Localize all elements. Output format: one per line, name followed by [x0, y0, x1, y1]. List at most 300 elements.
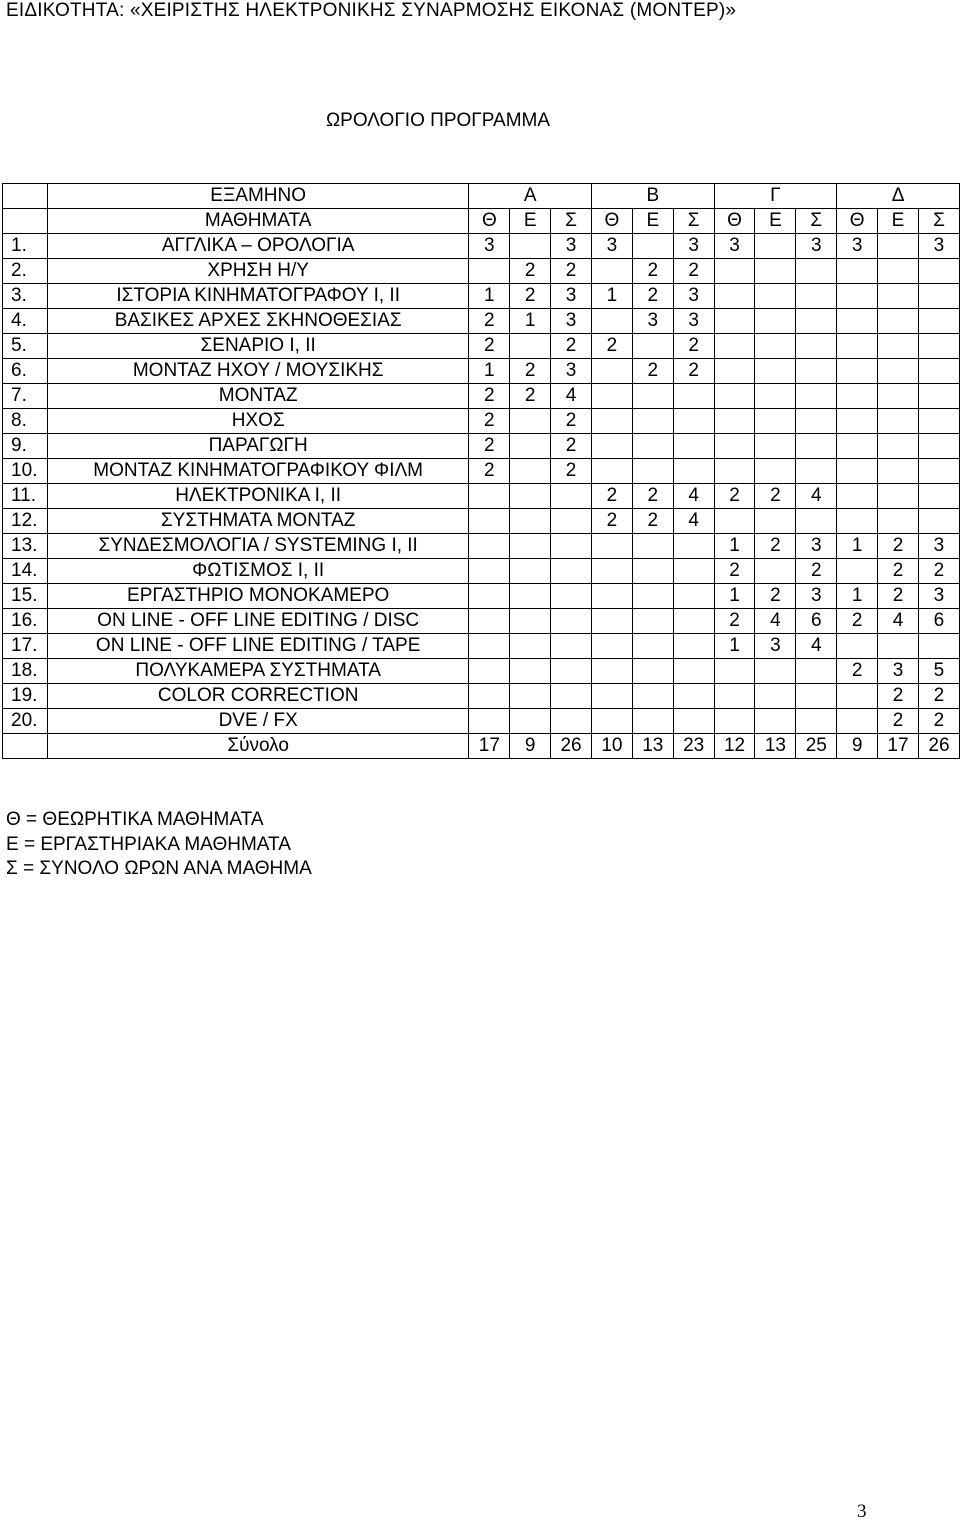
hours-cell [755, 684, 796, 709]
hours-cell [591, 709, 632, 734]
row-number: 5. [3, 334, 48, 359]
hours-cell [796, 409, 837, 434]
hours-cell [591, 384, 632, 409]
course-name: ΠΑΡΑΓΩΓΗ [47, 434, 468, 459]
hours-cell [469, 684, 510, 709]
hours-cell [510, 584, 551, 609]
hours-cell: 3 [837, 234, 878, 259]
hours-cell [714, 459, 755, 484]
hours-cell [918, 384, 959, 409]
hours-cell: 4 [673, 509, 714, 534]
hours-cell [469, 484, 510, 509]
hours-cell: 2 [510, 284, 551, 309]
hours-cell [632, 584, 673, 609]
course-name: ΜΟΝΤΑΖ ΗΧΟΥ / ΜΟΥΣΙΚΗΣ [47, 359, 468, 384]
hours-cell [632, 559, 673, 584]
subheader-cell: Ε [755, 209, 796, 234]
hours-cell [632, 709, 673, 734]
hours-cell: 1 [837, 534, 878, 559]
hours-cell [878, 334, 919, 359]
hours-cell [591, 359, 632, 384]
hours-cell: 3 [918, 534, 959, 559]
row-number: 20. [3, 709, 48, 734]
hours-cell [755, 259, 796, 284]
hours-cell: 2 [878, 709, 919, 734]
hours-cell [755, 284, 796, 309]
semester-label: ΕΞΑΜΗΝΟ [47, 184, 468, 209]
hours-cell [551, 484, 592, 509]
hours-cell [918, 509, 959, 534]
hours-cell: 5 [918, 659, 959, 684]
hours-cell: 3 [469, 234, 510, 259]
document-heading: ΕΙΔΙΚΟΤΗΤΑ: «ΧΕΙΡΙΣΤΗΣ ΗΛΕΚΤΡΟΝΙΚΗΣ ΣΥΝΑΡΜΟΣΗΣ ΕΙΚΟΝΑΣ (ΜΟΝΤΕΡ)» [6, 0, 737, 21]
hours-cell: 4 [551, 384, 592, 409]
hours-cell [714, 259, 755, 284]
hours-cell: 2 [510, 259, 551, 284]
hours-cell [632, 409, 673, 434]
hours-cell [510, 559, 551, 584]
hours-cell: 3 [632, 309, 673, 334]
hours-cell: 3 [796, 234, 837, 259]
course-name: ΗΧΟΣ [47, 409, 468, 434]
total-cell: 23 [673, 734, 714, 759]
hours-cell [551, 509, 592, 534]
hours-cell [510, 409, 551, 434]
semester-header: Α [469, 184, 592, 209]
hours-cell [551, 634, 592, 659]
total-cell: 13 [755, 734, 796, 759]
table-row [3, 609, 960, 634]
subheader-cell: Ε [510, 209, 551, 234]
hours-cell [469, 534, 510, 559]
hours-cell: 2 [673, 359, 714, 384]
hours-cell [673, 709, 714, 734]
hours-cell [837, 634, 878, 659]
hours-cell [837, 334, 878, 359]
hours-cell [632, 384, 673, 409]
hours-cell: 2 [591, 334, 632, 359]
hours-cell [673, 434, 714, 459]
hours-cell [469, 259, 510, 284]
hours-cell: 2 [632, 284, 673, 309]
hours-cell [796, 259, 837, 284]
hours-cell [796, 709, 837, 734]
subheader-cell: Θ [714, 209, 755, 234]
hours-cell: 2 [469, 409, 510, 434]
hours-cell [632, 534, 673, 559]
row-number: 10. [3, 459, 48, 484]
hours-cell [591, 309, 632, 334]
row-number: 14. [3, 559, 48, 584]
legend [6, 808, 312, 882]
hours-cell [837, 709, 878, 734]
hours-cell [837, 459, 878, 484]
hours-cell [714, 284, 755, 309]
hours-cell [878, 434, 919, 459]
hours-cell [469, 609, 510, 634]
subheader-cell: Ε [632, 209, 673, 234]
hours-cell [714, 509, 755, 534]
table-row [3, 409, 960, 434]
hours-cell [714, 309, 755, 334]
hours-cell: 3 [878, 659, 919, 684]
hours-cell [469, 559, 510, 584]
total-cell: 10 [591, 734, 632, 759]
hours-cell: 3 [551, 284, 592, 309]
hours-cell: 3 [551, 359, 592, 384]
hours-cell: 3 [673, 309, 714, 334]
hours-cell [591, 609, 632, 634]
hours-cell [796, 434, 837, 459]
hours-cell [714, 384, 755, 409]
hours-cell [837, 359, 878, 384]
total-cell: 9 [510, 734, 551, 759]
hours-cell: 4 [673, 484, 714, 509]
course-name: ΦΩΤΙΣΜΟΣ Ι, ΙΙ [47, 559, 468, 584]
corner-cell [3, 209, 48, 234]
hours-cell [796, 384, 837, 409]
semester-header: Γ [714, 184, 837, 209]
hours-cell: 2 [714, 484, 755, 509]
hours-cell [551, 709, 592, 734]
row-number: 11. [3, 484, 48, 509]
hours-cell [551, 684, 592, 709]
hours-cell: 2 [551, 434, 592, 459]
hours-cell: 2 [673, 259, 714, 284]
row-number: 12. [3, 509, 48, 534]
total-cell: 13 [632, 734, 673, 759]
hours-cell: 4 [796, 484, 837, 509]
course-name: ΣΥΣΤΗΜΑΤΑ ΜΟΝΤΑΖ [47, 509, 468, 534]
hours-cell [837, 509, 878, 534]
hours-cell [918, 484, 959, 509]
table-row [3, 259, 960, 284]
hours-cell: 3 [796, 534, 837, 559]
subheader-cell: Σ [918, 209, 959, 234]
page-number: 3 [857, 1501, 867, 1522]
hours-cell: 2 [632, 359, 673, 384]
legend-item-total: Σ = ΣΥΝΟΛΟ ΩΡΩΝ ΑΝΑ ΜΑΘΗΜΑ [6, 858, 312, 879]
hours-cell [918, 434, 959, 459]
hours-cell [673, 609, 714, 634]
hours-cell: 6 [796, 609, 837, 634]
course-name: ΗΛΕΚΤΡΟΝΙΚΑ Ι, ΙΙ [47, 484, 468, 509]
table-row [3, 459, 960, 484]
hours-cell: 1 [510, 309, 551, 334]
hours-cell [918, 359, 959, 384]
hours-cell [632, 459, 673, 484]
hours-cell: 3 [796, 584, 837, 609]
table-row [3, 334, 960, 359]
hours-cell [632, 609, 673, 634]
hours-cell: 2 [878, 684, 919, 709]
row-number: 9. [3, 434, 48, 459]
hours-cell: 2 [469, 309, 510, 334]
hours-cell [469, 709, 510, 734]
hours-cell [796, 684, 837, 709]
row-number: 13. [3, 534, 48, 559]
hours-cell [469, 634, 510, 659]
subheader-cell: Θ [837, 209, 878, 234]
hours-cell [837, 434, 878, 459]
hours-cell [837, 284, 878, 309]
hours-cell: 1 [469, 284, 510, 309]
hours-cell [632, 659, 673, 684]
hours-cell [673, 559, 714, 584]
hours-cell [796, 459, 837, 484]
hours-cell: 2 [632, 509, 673, 534]
hours-cell [673, 384, 714, 409]
schedule-table [2, 183, 960, 759]
hours-cell [673, 634, 714, 659]
hours-cell [837, 684, 878, 709]
hours-cell [591, 634, 632, 659]
total-cell: 26 [551, 734, 592, 759]
hours-cell [591, 534, 632, 559]
hours-cell [755, 434, 796, 459]
hours-cell: 3 [551, 234, 592, 259]
course-name: ΙΣΤΟΡΙΑ ΚΙΝΗΜΑΤΟΓΡΑΦΟΥ Ι, ΙΙ [47, 284, 468, 309]
row-number: 7. [3, 384, 48, 409]
hours-cell [551, 659, 592, 684]
hours-cell [591, 409, 632, 434]
hours-cell: 2 [632, 259, 673, 284]
hours-cell: 1 [714, 634, 755, 659]
hours-cell: 3 [673, 284, 714, 309]
hours-cell [510, 484, 551, 509]
hours-cell: 2 [878, 559, 919, 584]
hours-cell: 2 [551, 334, 592, 359]
table-row [3, 709, 960, 734]
subheader-cell: Σ [551, 209, 592, 234]
total-label: Σύνολο [47, 734, 468, 759]
hours-cell [510, 634, 551, 659]
course-name: ΜΟΝΤΑΖ [47, 384, 468, 409]
table-row [3, 359, 960, 384]
course-name: ΣΥΝΔΕΣΜΟΛΟΓΙΑ / SYSTEMING I, II [47, 534, 468, 559]
course-name: ΣΕΝΑΡΙΟ Ι, ΙΙ [47, 334, 468, 359]
hours-cell [837, 409, 878, 434]
hours-cell [755, 384, 796, 409]
semester-header: Δ [837, 184, 960, 209]
corner-cell [3, 734, 48, 759]
hours-cell [714, 409, 755, 434]
hours-cell [755, 234, 796, 259]
hours-cell [755, 309, 796, 334]
hours-cell [878, 509, 919, 534]
hours-cell [878, 484, 919, 509]
hours-cell [878, 284, 919, 309]
hours-cell: 2 [714, 609, 755, 634]
table-row [3, 384, 960, 409]
hours-cell [510, 659, 551, 684]
semester-header-row [3, 184, 960, 209]
table-row [3, 509, 960, 534]
hours-cell [673, 684, 714, 709]
hours-cell [591, 459, 632, 484]
row-number: 19. [3, 684, 48, 709]
course-name: ΑΓΓΛΙΚΑ – ΟΡΟΛΟΓΙΑ [47, 234, 468, 259]
hours-cell [551, 559, 592, 584]
subheader-cell: Θ [591, 209, 632, 234]
row-number: 15. [3, 584, 48, 609]
table-row [3, 484, 960, 509]
total-cell: 9 [837, 734, 878, 759]
hours-cell [918, 284, 959, 309]
hours-cell [632, 634, 673, 659]
hours-cell [510, 684, 551, 709]
hours-cell: 3 [918, 234, 959, 259]
hours-cell [714, 659, 755, 684]
hours-cell [796, 509, 837, 534]
hours-cell: 2 [551, 259, 592, 284]
hours-cell [796, 334, 837, 359]
row-number: 3. [3, 284, 48, 309]
schedule-title: ΩΡΟΛΟΓΙΟ ΠΡΟΓΡΑΜΜΑ [325, 110, 551, 131]
total-cell: 12 [714, 734, 755, 759]
hours-cell [878, 259, 919, 284]
hours-cell: 6 [918, 609, 959, 634]
hours-cell: 3 [673, 234, 714, 259]
subheader-cell: Σ [673, 209, 714, 234]
hours-cell [510, 434, 551, 459]
hours-cell [755, 659, 796, 684]
hours-cell [714, 709, 755, 734]
total-row [3, 734, 960, 759]
total-cell: 17 [878, 734, 919, 759]
hours-cell [510, 334, 551, 359]
hours-cell [510, 234, 551, 259]
hours-cell: 3 [918, 584, 959, 609]
hours-cell [673, 584, 714, 609]
hours-cell [837, 559, 878, 584]
hours-cell [469, 584, 510, 609]
hours-cell [591, 584, 632, 609]
hours-cell: 1 [714, 584, 755, 609]
hours-cell [632, 684, 673, 709]
hours-cell [755, 709, 796, 734]
subheader-cell: Θ [469, 209, 510, 234]
hours-cell [551, 584, 592, 609]
hours-cell [510, 459, 551, 484]
row-number: 17. [3, 634, 48, 659]
semester-header: Β [591, 184, 714, 209]
hours-cell [878, 384, 919, 409]
table-row [3, 309, 960, 334]
course-name: COLOR CORRECTION [47, 684, 468, 709]
hours-cell [591, 559, 632, 584]
hours-cell [755, 334, 796, 359]
hours-cell [796, 659, 837, 684]
hours-cell [755, 409, 796, 434]
hours-cell: 1 [714, 534, 755, 559]
legend-item-theory: Θ = ΘΕΩΡΗΤΙΚΑ ΜΑΘΗΜΑΤΑ [6, 809, 264, 830]
table-row [3, 234, 960, 259]
hours-cell: 2 [551, 459, 592, 484]
hours-cell: 2 [632, 484, 673, 509]
row-number: 2. [3, 259, 48, 284]
hours-cell: 2 [469, 459, 510, 484]
hours-cell [918, 334, 959, 359]
course-name: ON LINE - OFF LINE EDITING / DISC [47, 609, 468, 634]
hours-cell [591, 434, 632, 459]
hours-cell: 2 [755, 534, 796, 559]
hours-cell: 1 [591, 284, 632, 309]
hours-cell [796, 284, 837, 309]
subheader-cell: Ε [878, 209, 919, 234]
hours-cell: 2 [551, 409, 592, 434]
hours-cell: 3 [755, 634, 796, 659]
hours-cell [714, 684, 755, 709]
hours-cell: 2 [878, 534, 919, 559]
hours-cell [551, 609, 592, 634]
hours-cell [673, 459, 714, 484]
hours-cell: 3 [591, 234, 632, 259]
hours-cell [755, 509, 796, 534]
hours-cell [796, 309, 837, 334]
hours-cell [878, 359, 919, 384]
course-name: ΧΡΗΣΗ Η/Υ [47, 259, 468, 284]
row-number: 8. [3, 409, 48, 434]
hours-cell [755, 359, 796, 384]
hours-cell [878, 409, 919, 434]
hours-cell [755, 559, 796, 584]
legend-item-lab: Ε = ΕΡΓΑΣΤΗΡΙΑΚΑ ΜΑΘΗΜΑΤΑ [6, 833, 291, 855]
hours-cell: 2 [510, 359, 551, 384]
hours-cell [714, 334, 755, 359]
hours-cell [878, 634, 919, 659]
hours-cell [796, 359, 837, 384]
hours-cell [591, 259, 632, 284]
hours-cell: 2 [714, 559, 755, 584]
subheader-cell: Σ [796, 209, 837, 234]
hours-cell [551, 534, 592, 559]
hours-cell [878, 459, 919, 484]
table-row [3, 559, 960, 584]
hours-cell [510, 709, 551, 734]
hours-cell [878, 309, 919, 334]
hours-cell [591, 659, 632, 684]
hours-cell [469, 509, 510, 534]
hours-cell: 3 [551, 309, 592, 334]
hours-cell [510, 534, 551, 559]
hours-cell [918, 309, 959, 334]
hours-cell [591, 684, 632, 709]
hours-cell [837, 484, 878, 509]
hours-cell: 1 [469, 359, 510, 384]
hours-cell: 2 [510, 384, 551, 409]
table-row [3, 534, 960, 559]
total-cell: 26 [918, 734, 959, 759]
hours-cell: 4 [755, 609, 796, 634]
row-number: 6. [3, 359, 48, 384]
courses-label: ΜΑΘΗΜΑΤΑ [47, 209, 468, 234]
hours-cell [837, 309, 878, 334]
hours-cell: 2 [673, 334, 714, 359]
hours-cell: 2 [837, 609, 878, 634]
hours-cell [632, 434, 673, 459]
hours-cell: 2 [755, 584, 796, 609]
hours-cell [673, 659, 714, 684]
hours-cell: 4 [878, 609, 919, 634]
hours-cell: 1 [837, 584, 878, 609]
hours-cell [837, 384, 878, 409]
table-row [3, 284, 960, 309]
hours-cell: 2 [796, 559, 837, 584]
row-number: 4. [3, 309, 48, 334]
total-cell: 17 [469, 734, 510, 759]
row-number: 18. [3, 659, 48, 684]
